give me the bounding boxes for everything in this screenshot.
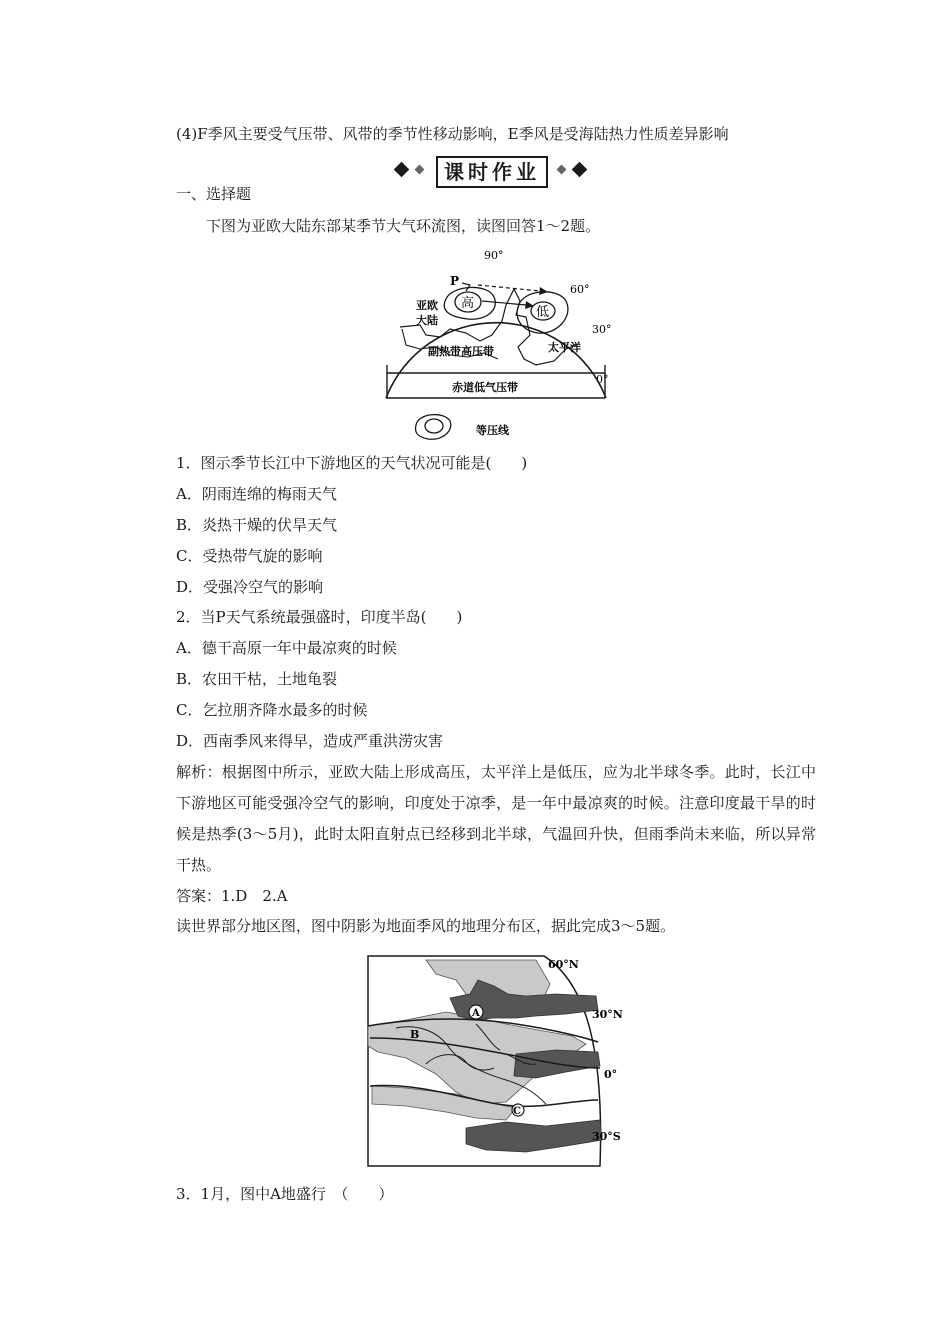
intro-line: (4)F季风主要受气压带、风带的季节性移动影响，E季风是受海陆热力性质差异影响: [176, 125, 729, 143]
low-label: 低: [536, 305, 550, 320]
pacific-label: 太平洋: [548, 341, 581, 354]
monsoon-map: [366, 954, 638, 1168]
lat-30n-label: 30°N: [592, 1008, 623, 1021]
circulation-figure: [380, 245, 620, 449]
marker-c-label: C: [513, 1106, 521, 1117]
lat-30s-label: 30°S: [592, 1130, 621, 1143]
lat-90-label: 90°: [484, 249, 504, 262]
q2-option-d: D．西南季风来得早，造成严重洪涝灾害: [176, 732, 444, 750]
q35-intro: 读世界部分地区图，图中阴影为地面季风的地理分布区，据此完成3～5题。: [176, 917, 676, 935]
circulation-diagram: [380, 245, 620, 445]
banner-title: 课时作业: [436, 156, 548, 188]
eurasia-label-1: 亚欧: [416, 299, 438, 312]
legend-isobar-inner: [425, 419, 443, 433]
high-label: 高: [461, 296, 475, 311]
banner-diamond-left-small: [415, 165, 425, 175]
lat-0-label: 0°: [596, 373, 609, 386]
q1-option-b: B．炎热干燥的伏旱天气: [176, 516, 338, 534]
section-banner: [392, 156, 592, 186]
legend-label: 等压线: [476, 424, 509, 437]
answer-line: 答案：1.D 2.A: [176, 887, 288, 905]
lat-0-label: 0°: [604, 1068, 618, 1081]
banner-diamond-right-small: [557, 165, 567, 175]
dashed-arrow-head: [539, 287, 548, 295]
marker-a-label: A: [472, 1008, 480, 1019]
q1-option-d: D．受强冷空气的影响: [176, 578, 324, 596]
banner-diamond-right-large: [572, 162, 588, 178]
q3-stem: 3．1月，图中A地盛行 （ ）: [176, 1185, 394, 1203]
monsoon-map-figure: [366, 954, 638, 1172]
q2-option-c: C．乞拉朋齐降水最多的时候: [176, 701, 368, 719]
legend-isobar-outer: [416, 415, 451, 440]
q2-option-b: B．农田干枯，土地龟裂: [176, 670, 338, 688]
section-title: 一、选择题: [176, 185, 252, 203]
p-arrow: [462, 283, 470, 291]
eurasia-label-2: 大陆: [416, 314, 438, 327]
solid-arrow-head: [525, 301, 534, 309]
q1-stem: 1．图示季节长江中下游地区的天气状况可能是( ): [176, 454, 528, 472]
lat-60-label: 60°: [570, 283, 590, 296]
equatorial-label: 赤道低气压带: [452, 381, 518, 394]
lat-60n-label: 60°N: [548, 958, 579, 971]
q2-stem: 2．当P天气系统最强盛时，印度半岛( ): [176, 608, 463, 626]
analysis-text: 解析：根据图中所示，亚欧大陆上形成高压，太平洋上是低压，应为北半球冬季。此时，长江中下游地区可能受强冷空气的影响，印度处于凉季，是一年中最凉爽的时候。注意印度最干旱的时候是热季(3～5月)，此时太阳直射点已经移到北半球，气温回升快，但雨季尚未来临，所以异常干热。: [176, 763, 816, 874]
q12-intro: 下图为亚欧大陆东部某季节大气环流图，读图回答1～2题。: [206, 217, 601, 235]
p-label: P: [450, 274, 460, 288]
q1-option-c: C．受热带气旋的影响: [176, 547, 323, 565]
lat-30-label: 30°: [592, 323, 612, 336]
marker-b-label: B: [410, 1028, 420, 1041]
subtropical-label: 副热带高压带: [428, 345, 494, 358]
banner-diamond-left-large: [394, 162, 410, 178]
q2-option-a: A．德干高原一年中最凉爽的时候: [176, 639, 397, 657]
q1-option-a: A．阴雨连绵的梅雨天气: [176, 485, 337, 503]
